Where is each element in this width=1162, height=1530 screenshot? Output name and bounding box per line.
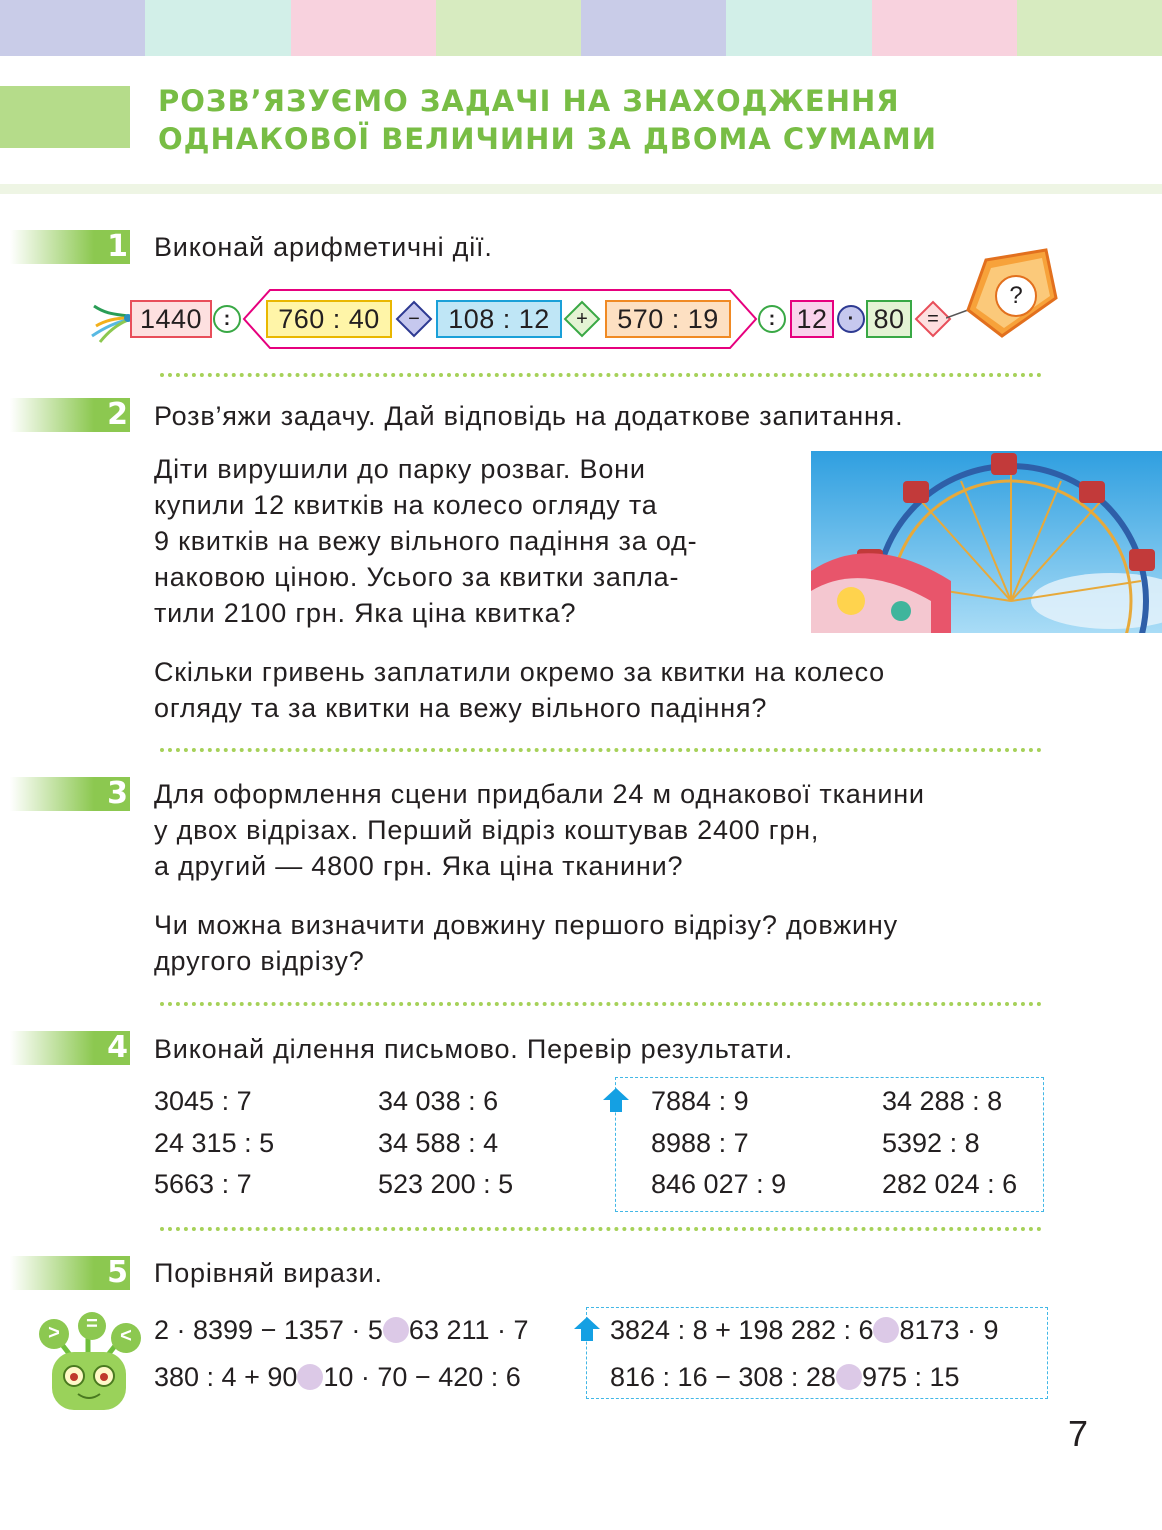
division-example: 24 315 : 5 — [154, 1128, 275, 1158]
division-example: 34 038 : 6 — [378, 1086, 499, 1116]
division-example: 34 588 : 4 — [378, 1128, 499, 1158]
kite-question-mark: ? — [1009, 282, 1023, 309]
header-stripe — [291, 0, 437, 56]
task2-question-line: Скільки гривень заплатили окремо за квитки на колесо — [154, 657, 885, 687]
task2-problem-line: тили 2100 грн. Яка ціна квитка? — [154, 598, 577, 628]
division-example: 282 024 : 6 — [882, 1169, 1018, 1199]
header-accent-bar — [0, 86, 130, 148]
task5-number: 5 — [107, 1255, 128, 1290]
mascot-less-sign: < — [120, 1325, 132, 1347]
mascot-greater-sign: > — [48, 1322, 60, 1344]
task2-number: 2 — [107, 397, 128, 432]
arrow-up-icon — [573, 1316, 601, 1342]
chain-box-c: 570 : 19 — [605, 300, 731, 338]
chain-start-box: 1440 — [130, 300, 212, 338]
header-stripe — [145, 0, 291, 56]
divider-dots — [160, 748, 1042, 752]
header-stripe — [872, 0, 1018, 56]
task3-number-tab — [10, 777, 130, 811]
task3-question-line: другого відрізу? — [154, 946, 365, 976]
ferris-wheel-photo — [811, 451, 1162, 633]
compare-right-expr: 10 · 70 − 420 : 6 — [323, 1362, 521, 1392]
division-example: 7884 : 9 — [651, 1086, 749, 1116]
division-example: 34 288 : 8 — [882, 1086, 1003, 1116]
chain-box-a: 760 : 40 — [266, 300, 392, 338]
task5-instruction: Порівняй вирази. — [154, 1258, 383, 1288]
compare-right-expr: 8173 · 9 — [899, 1315, 999, 1345]
compare-slot[interactable] — [297, 1364, 323, 1390]
page-title — [158, 82, 937, 158]
task2-problem-line: Діти вирушили до парку розваг. Вони — [154, 454, 646, 484]
page-title-line1: РОЗВ’ЯЗУЄМО ЗАДАЧІ НА ЗНАХОДЖЕННЯ — [158, 84, 900, 118]
task3-problem-line: а другий — 4800 грн. Яка ціна тканини? — [154, 851, 684, 881]
compare-slot[interactable] — [383, 1317, 409, 1343]
chain-op5: · — [837, 305, 865, 333]
division-example: 523 200 : 5 — [378, 1169, 514, 1199]
task1-number-tab — [10, 230, 130, 264]
chain-op2-label: − — [408, 308, 420, 330]
compare-left-expr: 3824 : 8 + 198 282 : 6 — [610, 1315, 874, 1345]
division-example: 3045 : 7 — [154, 1086, 252, 1116]
compare-row — [154, 1359, 521, 1395]
task1-instruction: Виконай арифметичні дії. — [154, 232, 493, 262]
header-stripe — [1017, 0, 1162, 56]
compare-left-expr: 380 : 4 + 90 — [154, 1362, 298, 1392]
chain-op1: : — [213, 305, 241, 333]
compare-row — [610, 1312, 999, 1348]
compare-left-expr: 2 · 8399 − 1357 · 5 — [154, 1315, 383, 1345]
header-stripe — [581, 0, 727, 56]
divider-dots — [160, 1002, 1042, 1006]
compare-slot[interactable] — [836, 1364, 862, 1390]
task3-number: 3 — [107, 776, 128, 811]
header-stripe — [726, 0, 872, 56]
task2-problem-line: наковою ціною. Усього за квитки запла- — [154, 562, 680, 592]
divider-dots — [160, 373, 1042, 377]
task4-number: 4 — [107, 1030, 128, 1065]
task1-number: 1 — [107, 229, 128, 264]
task2-number-tab — [10, 398, 130, 432]
compare-left-expr: 816 : 16 − 308 : 28 — [610, 1362, 836, 1392]
chain-op4: : — [758, 305, 786, 333]
task2-instruction: Розв’яжи задачу. Дай відповідь на додаткове запитання. — [154, 401, 904, 431]
task4-number-tab — [10, 1031, 130, 1065]
page-number: 7 — [1068, 1413, 1089, 1454]
compare-right-expr: 975 : 15 — [861, 1362, 960, 1392]
compare-right-expr: 63 211 · 7 — [408, 1315, 529, 1345]
compare-row — [154, 1312, 529, 1348]
page-title-line2: ОДНАКОВОЇ ВЕЛИЧИНИ ЗА ДВОМА СУМАМИ — [158, 122, 938, 156]
division-example: 8988 : 7 — [651, 1128, 749, 1158]
task2-problem-line: 9 квитків на вежу вільного падіння за од- — [154, 526, 698, 556]
arrow-up-icon — [602, 1087, 630, 1113]
division-example: 5392 : 8 — [882, 1128, 980, 1158]
task5-number-tab — [10, 1256, 130, 1290]
header-divider — [0, 184, 1162, 194]
division-example: 5663 : 7 — [154, 1169, 252, 1199]
compare-row — [610, 1359, 960, 1395]
task4-instruction: Виконай ділення письмово. Перевір результати. — [154, 1034, 793, 1064]
header-stripe — [0, 0, 146, 56]
task2-problem-line: купили 12 квитків на колесо огляду та — [154, 490, 658, 520]
task3-question-line: Чи можна визначити довжину першого відрізу? довжину — [154, 910, 898, 940]
header-stripe — [436, 0, 582, 56]
chain-equals-label: = — [927, 308, 939, 330]
chain-box-d: 12 — [790, 300, 834, 338]
chain-op3-label: + — [576, 308, 588, 330]
task3-problem-line: Для оформлення сцени придбали 24 м однакової тканини — [154, 779, 925, 809]
division-example: 846 027 : 9 — [651, 1169, 787, 1199]
divider-dots — [160, 1227, 1042, 1231]
task3-problem-line: у двох відрізах. Перший відріз коштував 2400 грн, — [154, 815, 820, 845]
chain-box-e: 80 — [866, 300, 912, 338]
chain-box-b: 108 : 12 — [436, 300, 562, 338]
compare-slot[interactable] — [873, 1317, 899, 1343]
task2-question-line: огляду та за квитки на вежу вільного падіння? — [154, 693, 768, 723]
mascot-equal-sign: = — [86, 1313, 98, 1335]
